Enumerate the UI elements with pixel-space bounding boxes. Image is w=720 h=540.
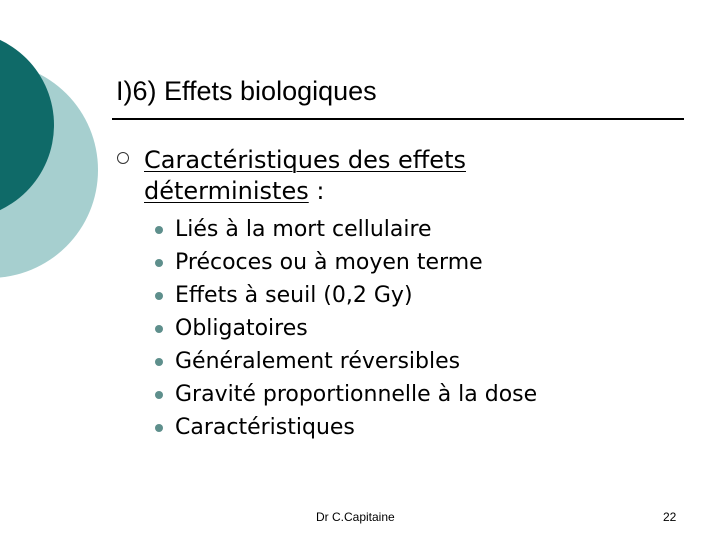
bullet-dot-icon [155, 259, 163, 267]
characteristics-list [155, 213, 537, 444]
list-item-text: Généralement réversibles [175, 349, 461, 374]
bullet-dot-icon [155, 325, 163, 333]
list-item-text: Gravité proportionnelle à la dose [175, 382, 538, 407]
corner-decoration [0, 0, 110, 300]
list-item [155, 279, 537, 312]
list-item [155, 345, 537, 378]
page-number: 22 [663, 510, 677, 524]
hollow-circle-bullet-icon [117, 152, 129, 164]
list-item [155, 213, 537, 246]
heading-line1: Caractéristiques des effets [144, 146, 466, 174]
bullet-dot-icon [155, 292, 163, 300]
list-item-text: Obligatoires [175, 316, 308, 341]
footer-author: Dr C.Capitaine [316, 510, 395, 524]
bullet-dot-icon [155, 391, 163, 399]
list-item [155, 246, 537, 279]
bullet-dot-icon [155, 226, 163, 234]
bullet-dot-icon [155, 424, 163, 432]
list-item [155, 411, 537, 444]
list-item-text: Effets à seuil (0,2 Gy) [175, 283, 413, 308]
heading-line2: déterministes [144, 177, 309, 205]
list-item [155, 312, 537, 345]
heading-suffix: : [308, 177, 325, 205]
section-heading [144, 145, 664, 207]
list-item-text: Caractéristiques [175, 415, 355, 440]
list-item [155, 378, 537, 411]
bullet-dot-icon [155, 358, 163, 366]
list-item-text: Précoces ou à moyen terme [175, 250, 483, 275]
list-item-text: Liés à la mort cellulaire [175, 217, 432, 242]
slide-title: I)6) Effets biologiques [116, 76, 377, 106]
title-underline-rule [112, 118, 684, 120]
